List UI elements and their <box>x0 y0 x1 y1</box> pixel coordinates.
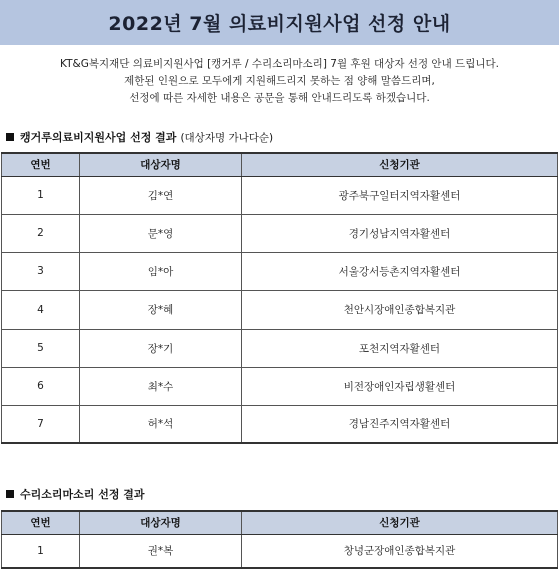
surisori-result-table <box>1 510 558 569</box>
square-bullet-icon <box>6 490 14 498</box>
cell-name: 최*수 <box>80 367 242 405</box>
cell-agency: 비전장애인자립생활센터 <box>242 367 558 405</box>
cell-name: 김*연 <box>80 176 242 214</box>
header-agency: 신청기관 <box>242 511 558 534</box>
table-row <box>2 405 558 443</box>
intro-text <box>0 56 559 107</box>
square-bullet-icon <box>6 133 14 141</box>
cell-agency: 창녕군장애인종합복지관 <box>242 534 558 568</box>
cell-agency: 서울강서등촌지역자활센터 <box>242 252 558 290</box>
cell-agency: 포천지역자활센터 <box>242 329 558 367</box>
intro-line-2: 제한된 인원으로 모두에게 지원해드리지 못하는 점 양해 말씀드리며, <box>124 75 435 87</box>
header-no: 연번 <box>2 153 80 176</box>
section-heading-kangaroo <box>6 129 273 145</box>
section-heading-text: 수리소리마소리 선정 결과 <box>20 488 145 501</box>
cell-name: 허*석 <box>80 405 242 443</box>
cell-no: 7 <box>2 405 80 443</box>
cell-no: 3 <box>2 252 80 290</box>
header-name: 대상자명 <box>80 511 242 534</box>
header-agency: 신청기관 <box>242 153 558 176</box>
cell-agency: 광주북구일터지역자활센터 <box>242 176 558 214</box>
table-row <box>2 214 558 252</box>
cell-no: 4 <box>2 290 80 329</box>
intro-line-3: 선정에 따른 자세한 내용은 공문을 통해 안내드리도록 하겠습니다. <box>129 92 430 104</box>
cell-name: 임*아 <box>80 252 242 290</box>
page-title: 2022년 7월 의료비지원사업 선정 안내 <box>108 13 451 35</box>
table-row <box>2 176 558 214</box>
cell-name: 장*기 <box>80 329 242 367</box>
table-header-row <box>2 511 558 534</box>
cell-no: 1 <box>2 176 80 214</box>
table-row <box>2 290 558 329</box>
section-heading-surisori <box>6 486 145 502</box>
cell-name: 장*혜 <box>80 290 242 329</box>
cell-agency: 천안시장애인종합복지관 <box>242 290 558 329</box>
cell-agency: 경기성남지역자활센터 <box>242 214 558 252</box>
section-heading-text: 캥거루의료비지원사업 선정 결과 <box>20 131 177 144</box>
cell-no: 1 <box>2 534 80 568</box>
header-no: 연번 <box>2 511 80 534</box>
table-header-row <box>2 153 558 176</box>
cell-name: 문*영 <box>80 214 242 252</box>
header-name: 대상자명 <box>80 153 242 176</box>
cell-name: 권*복 <box>80 534 242 568</box>
table-row <box>2 367 558 405</box>
cell-no: 5 <box>2 329 80 367</box>
table-row <box>2 534 558 568</box>
section-heading-note: (대상자명 가나다순) <box>180 131 274 144</box>
cell-agency: 경남진주지역자활센터 <box>242 405 558 443</box>
cell-no: 6 <box>2 367 80 405</box>
table-row <box>2 329 558 367</box>
intro-line-1: KT&G복지재단 의료비지원사업 [캥거루 / 수리소리마소리] 7월 후원 대상자 선정 안내 드립니다. <box>60 58 499 70</box>
kangaroo-result-table <box>1 152 558 444</box>
table-row <box>2 252 558 290</box>
cell-no: 2 <box>2 214 80 252</box>
title-banner <box>0 0 559 45</box>
